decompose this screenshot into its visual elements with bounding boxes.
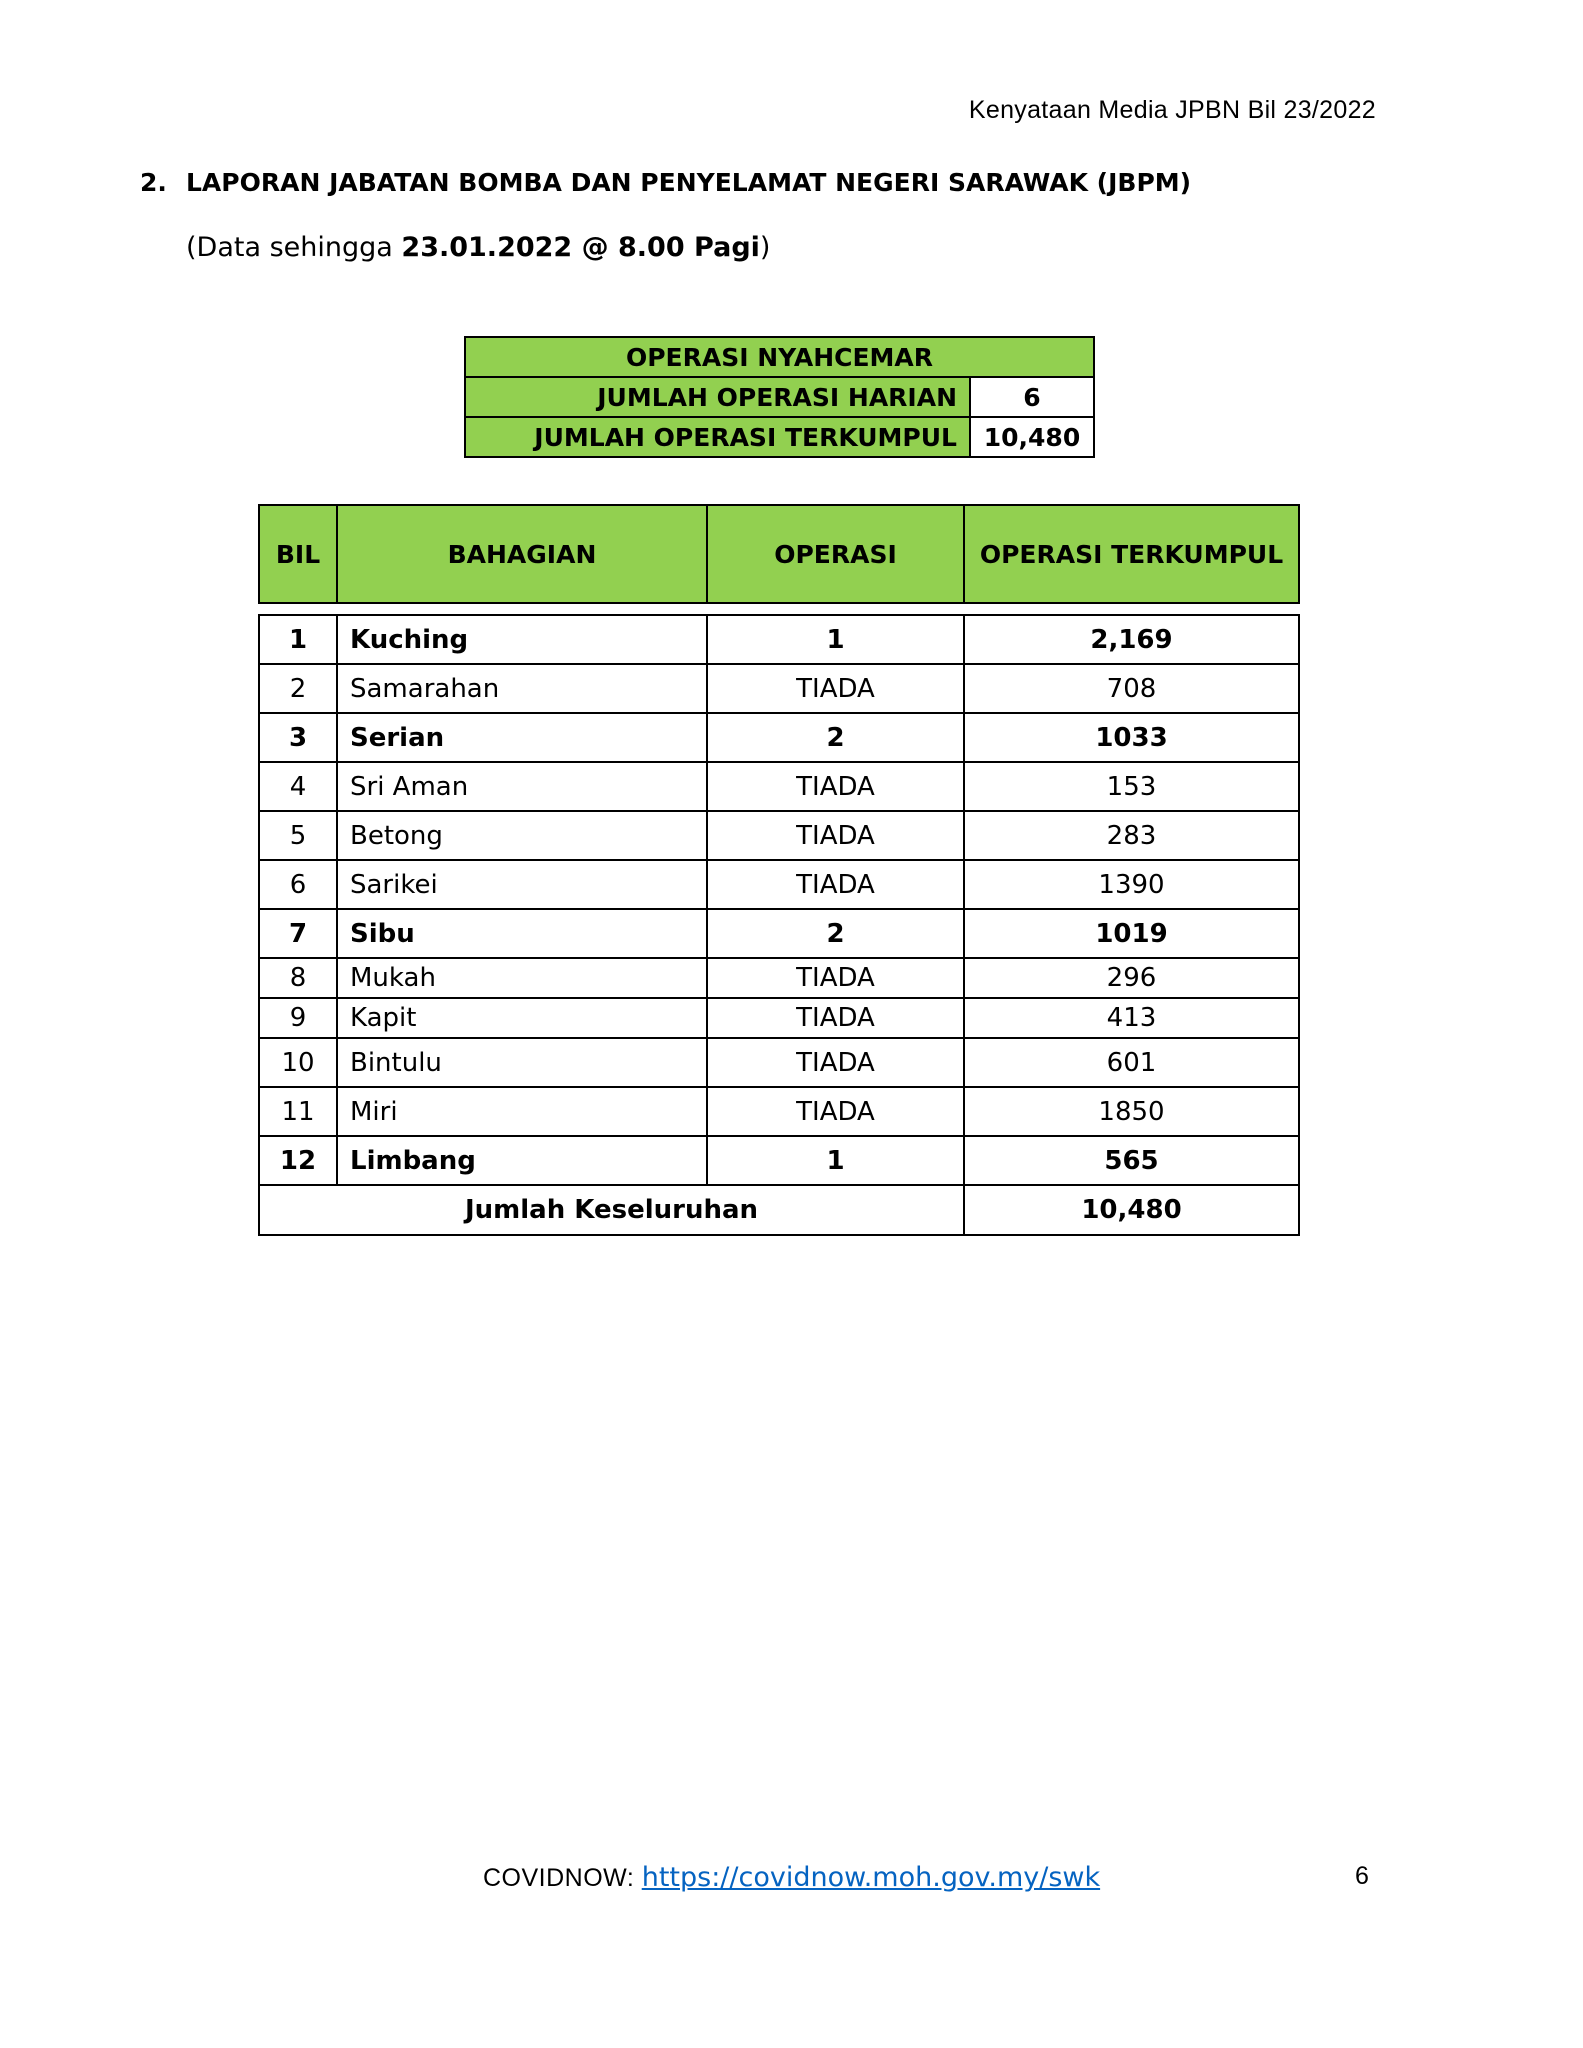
cell-operasi: TIADA (707, 664, 964, 713)
footer-prefix: COVIDNOW: (483, 1864, 642, 1892)
summary-cumulative-label: JUMLAH OPERASI TERKUMPUL (465, 417, 970, 457)
cell-bil: 11 (259, 1087, 337, 1136)
summary-cumulative-value: 10,480 (970, 417, 1094, 457)
table-row (259, 909, 1299, 958)
header-bahagian: BAHAGIAN (337, 505, 707, 603)
cell-operasi: 1 (707, 1136, 964, 1185)
header-bil: BIL (259, 505, 337, 603)
header-operasi-terkumpul: OPERASI TERKUMPUL (964, 505, 1299, 603)
cell-operasi: TIADA (707, 811, 964, 860)
cell-bil: 8 (259, 958, 337, 998)
cell-bahagian: Miri (337, 1087, 707, 1136)
cell-operasi: TIADA (707, 762, 964, 811)
header-operasi: OPERASI (707, 505, 964, 603)
cell-terkumpul: 708 (964, 664, 1299, 713)
table-gap-row (259, 603, 1299, 615)
table-row (259, 713, 1299, 762)
cell-terkumpul: 1850 (964, 1087, 1299, 1136)
covidnow-link[interactable]: https://covidnow.moh.gov.my/swk (641, 1862, 1101, 1893)
table-row (259, 1087, 1299, 1136)
cell-terkumpul: 1019 (964, 909, 1299, 958)
document-reference: Kenyataan Media JPBN Bil 23/2022 (968, 96, 1376, 124)
cell-bahagian: Serian (337, 713, 707, 762)
cell-bil: 3 (259, 713, 337, 762)
data-date-suffix: ) (759, 232, 771, 263)
total-value: 10,480 (964, 1185, 1299, 1235)
cell-terkumpul: 1033 (964, 713, 1299, 762)
cell-terkumpul: 296 (964, 958, 1299, 998)
total-row (259, 1185, 1299, 1235)
table-row (259, 860, 1299, 909)
table-header-row (259, 505, 1299, 603)
cell-operasi: TIADA (707, 958, 964, 998)
cell-bahagian: Betong (337, 811, 707, 860)
cell-terkumpul: 413 (964, 998, 1299, 1038)
data-date-prefix: (Data sehingga (186, 232, 402, 263)
summary-title-row (465, 337, 1094, 377)
cell-bahagian: Mukah (337, 958, 707, 998)
cell-operasi: 2 (707, 713, 964, 762)
cell-operasi: TIADA (707, 1038, 964, 1087)
cell-bil: 5 (259, 811, 337, 860)
cell-operasi: 1 (707, 615, 964, 664)
summary-daily-label: JUMLAH OPERASI HARIAN (465, 377, 970, 417)
table-row (259, 1038, 1299, 1087)
summary-daily-value: 6 (970, 377, 1094, 417)
cell-bil: 4 (259, 762, 337, 811)
cell-bahagian: Samarahan (337, 664, 707, 713)
cell-operasi: 2 (707, 909, 964, 958)
cell-bahagian: Kuching (337, 615, 707, 664)
summary-cumulative-row (465, 417, 1094, 457)
cell-terkumpul: 1390 (964, 860, 1299, 909)
cell-bahagian: Bintulu (337, 1038, 707, 1087)
table-row (259, 1136, 1299, 1185)
cell-bahagian: Limbang (337, 1136, 707, 1185)
total-label: Jumlah Keseluruhan (259, 1185, 964, 1235)
cell-operasi: TIADA (707, 1087, 964, 1136)
section-title: LAPORAN JABATAN BOMBA DAN PENYELAMAT NEGERI SARAWAK (JBPM) (186, 168, 1192, 197)
data-date-line (186, 232, 770, 263)
cell-operasi: TIADA (707, 860, 964, 909)
cell-bahagian: Sarikei (337, 860, 707, 909)
cell-bil: 10 (259, 1038, 337, 1087)
summary-title: OPERASI NYAHCEMAR (465, 337, 1094, 377)
table-row (259, 664, 1299, 713)
summary-daily-row (465, 377, 1094, 417)
cell-terkumpul: 601 (964, 1038, 1299, 1087)
cell-bil: 12 (259, 1136, 337, 1185)
section-heading (140, 168, 1191, 197)
cell-bahagian: Kapit (337, 998, 707, 1038)
table-row (259, 615, 1299, 664)
footer (483, 1862, 1100, 1893)
cell-bil: 2 (259, 664, 337, 713)
table-row (259, 762, 1299, 811)
cell-terkumpul: 153 (964, 762, 1299, 811)
cell-terkumpul: 283 (964, 811, 1299, 860)
cell-bil: 9 (259, 998, 337, 1038)
table-row (259, 998, 1299, 1038)
gap-cell (259, 603, 1299, 615)
page-number: 6 (1355, 1862, 1369, 1890)
table-row (259, 958, 1299, 998)
cell-operasi: TIADA (707, 998, 964, 1038)
cell-bil: 6 (259, 860, 337, 909)
data-date-value: 23.01.2022 @ 8.00 Pagi (401, 232, 760, 263)
cell-bahagian: Sri Aman (337, 762, 707, 811)
operations-table (258, 504, 1300, 1236)
section-number: 2. (140, 168, 167, 197)
summary-table (464, 336, 1095, 458)
cell-bil: 7 (259, 909, 337, 958)
cell-bahagian: Sibu (337, 909, 707, 958)
cell-terkumpul: 565 (964, 1136, 1299, 1185)
cell-bil: 1 (259, 615, 337, 664)
cell-terkumpul: 2,169 (964, 615, 1299, 664)
table-row (259, 811, 1299, 860)
